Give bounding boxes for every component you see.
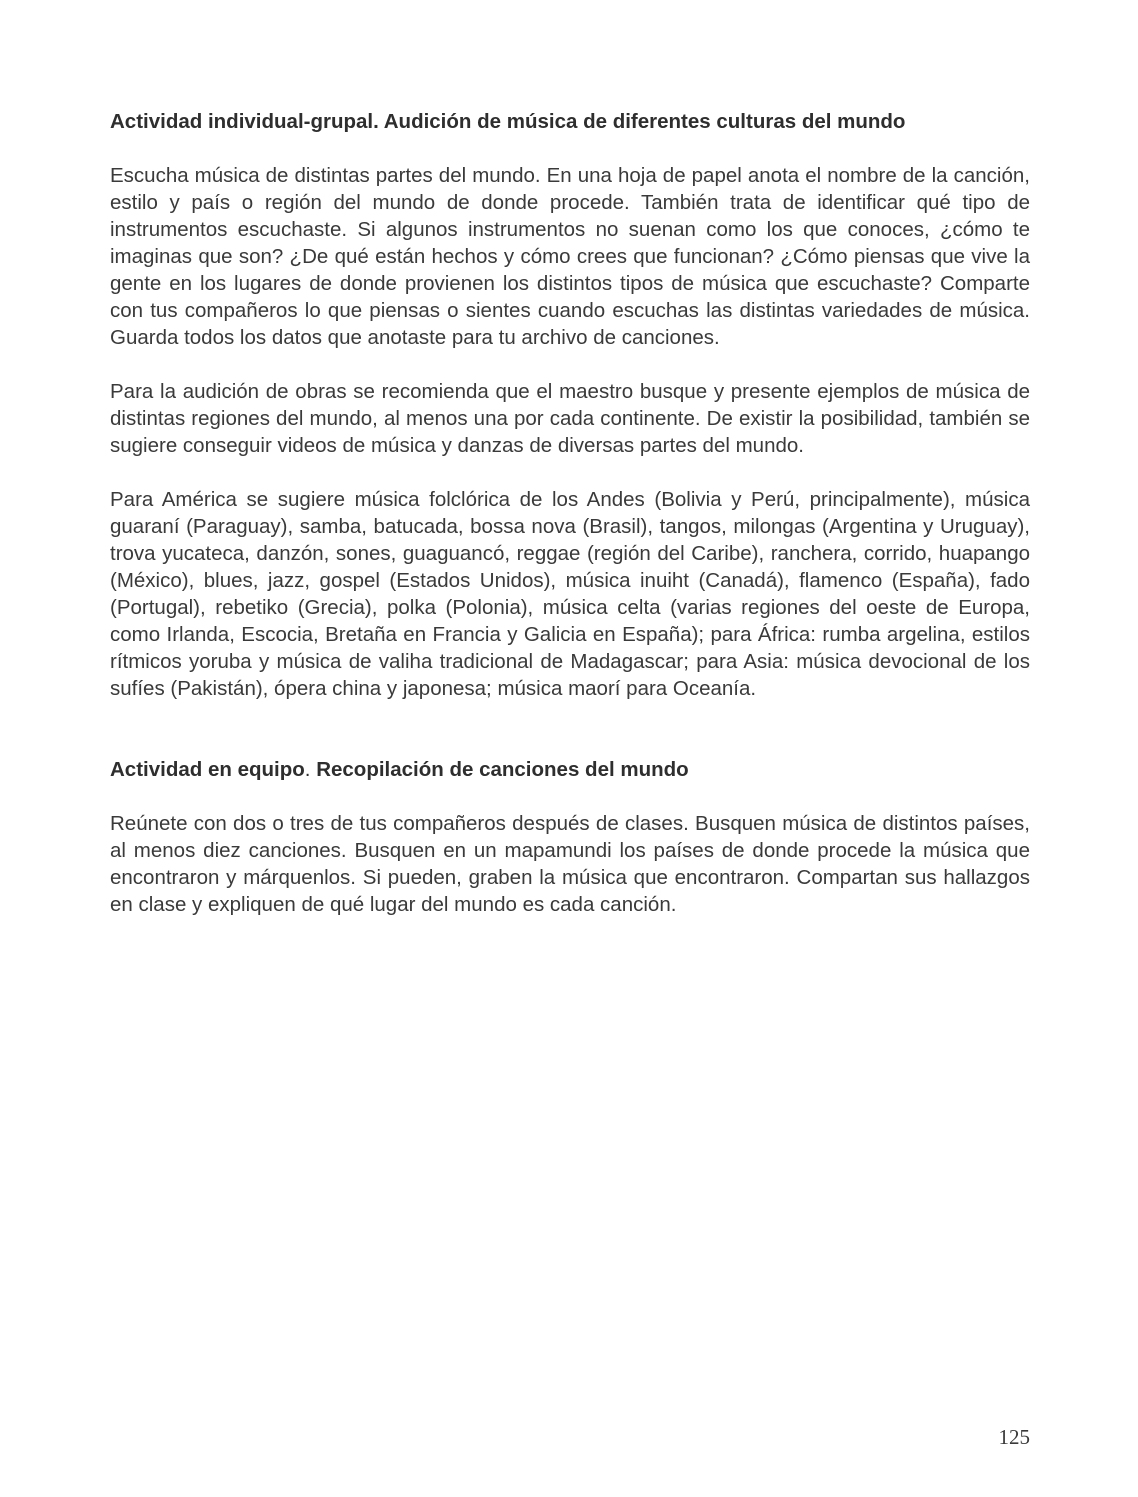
paragraph-reunete: Reúnete con dos o tres de tus compañeros después de clases. Busquen música de distintos países, al menos diez canciones. Busquen en un mapamundi los países de donde procede la música que encontraron y márquenlos. Si pueden, graben la música que encontraron. Compartan sus hallazgos en clase y expliquen de qué lugar del mundo es cada canción. — [110, 812, 1030, 916]
heading-part-2: Recopilación de canciones del mundo — [316, 758, 689, 781]
section-heading-recopilacion — [110, 756, 1030, 783]
paragraph-audicion-obras: Para la audición de obras se recomienda que el maestro busque y presente ejemplos de música de distintas regiones del mundo, al menos una por cada continente. De existir la posibilidad, también se sugiere conseguir videos de música y danzas de diversas partes del mundo. — [110, 380, 1030, 457]
page-content — [110, 108, 1030, 918]
heading-part-1: Actividad en equipo — [110, 758, 305, 781]
heading-separator: . — [304, 758, 317, 781]
paragraph-america: Para América se sugiere música folclórica de los Andes (Bolivia y Perú, principalmente), música guaraní (Paraguay), samba, batucada, bossa nova (Brasil), tangos, milongas (Argentina y Uruguay), trova yucateca, danzón, sones, guaguancó, reggae (región del Caribe), ranchera, corrido, huapango (México), blues, jazz, gospel (Estados Unidos), música inuiht (Canadá), flamenco (España), fado (Portugal), rebetiko (Grecia), polka (Polonia), música celta (varias regiones del oeste de Europa, como Irlanda, Escocia, Bretaña en Francia y Galicia en España); para África: rumba argelina, estilos rítmicos yoruba y música de valiha tradicional de Madagascar; para Asia: música devocional de los sufíes (Pakistán), ópera china y japonesa; música maorí para Oceanía. — [110, 488, 1030, 700]
paragraph-escucha: Escucha música de distintas partes del mundo. En una hoja de papel anota el nombre de la canción, estilo y país o región del mundo de donde procede. También trata de identificar qué tipo de instrumentos escuchaste. Si algunos instrumentos no suenan como los que conoces, ¿cómo te imaginas que son? ¿De qué están hechos y cómo crees que funcionan? ¿Cómo piensas que vive la gente en los lugares de donde provienen los distintos tipos de música que escuchaste? Comparte con tus compañeros lo que piensas o sientes cuando escuchas las distintas variedades de música. Guarda todos los datos que anotaste para tu archivo de canciones. — [110, 164, 1030, 349]
page-number: 125 — [998, 1425, 1030, 1449]
section-heading-audicion: Actividad individual-grupal. Audición de música de diferentes culturas del mundo — [110, 110, 906, 133]
